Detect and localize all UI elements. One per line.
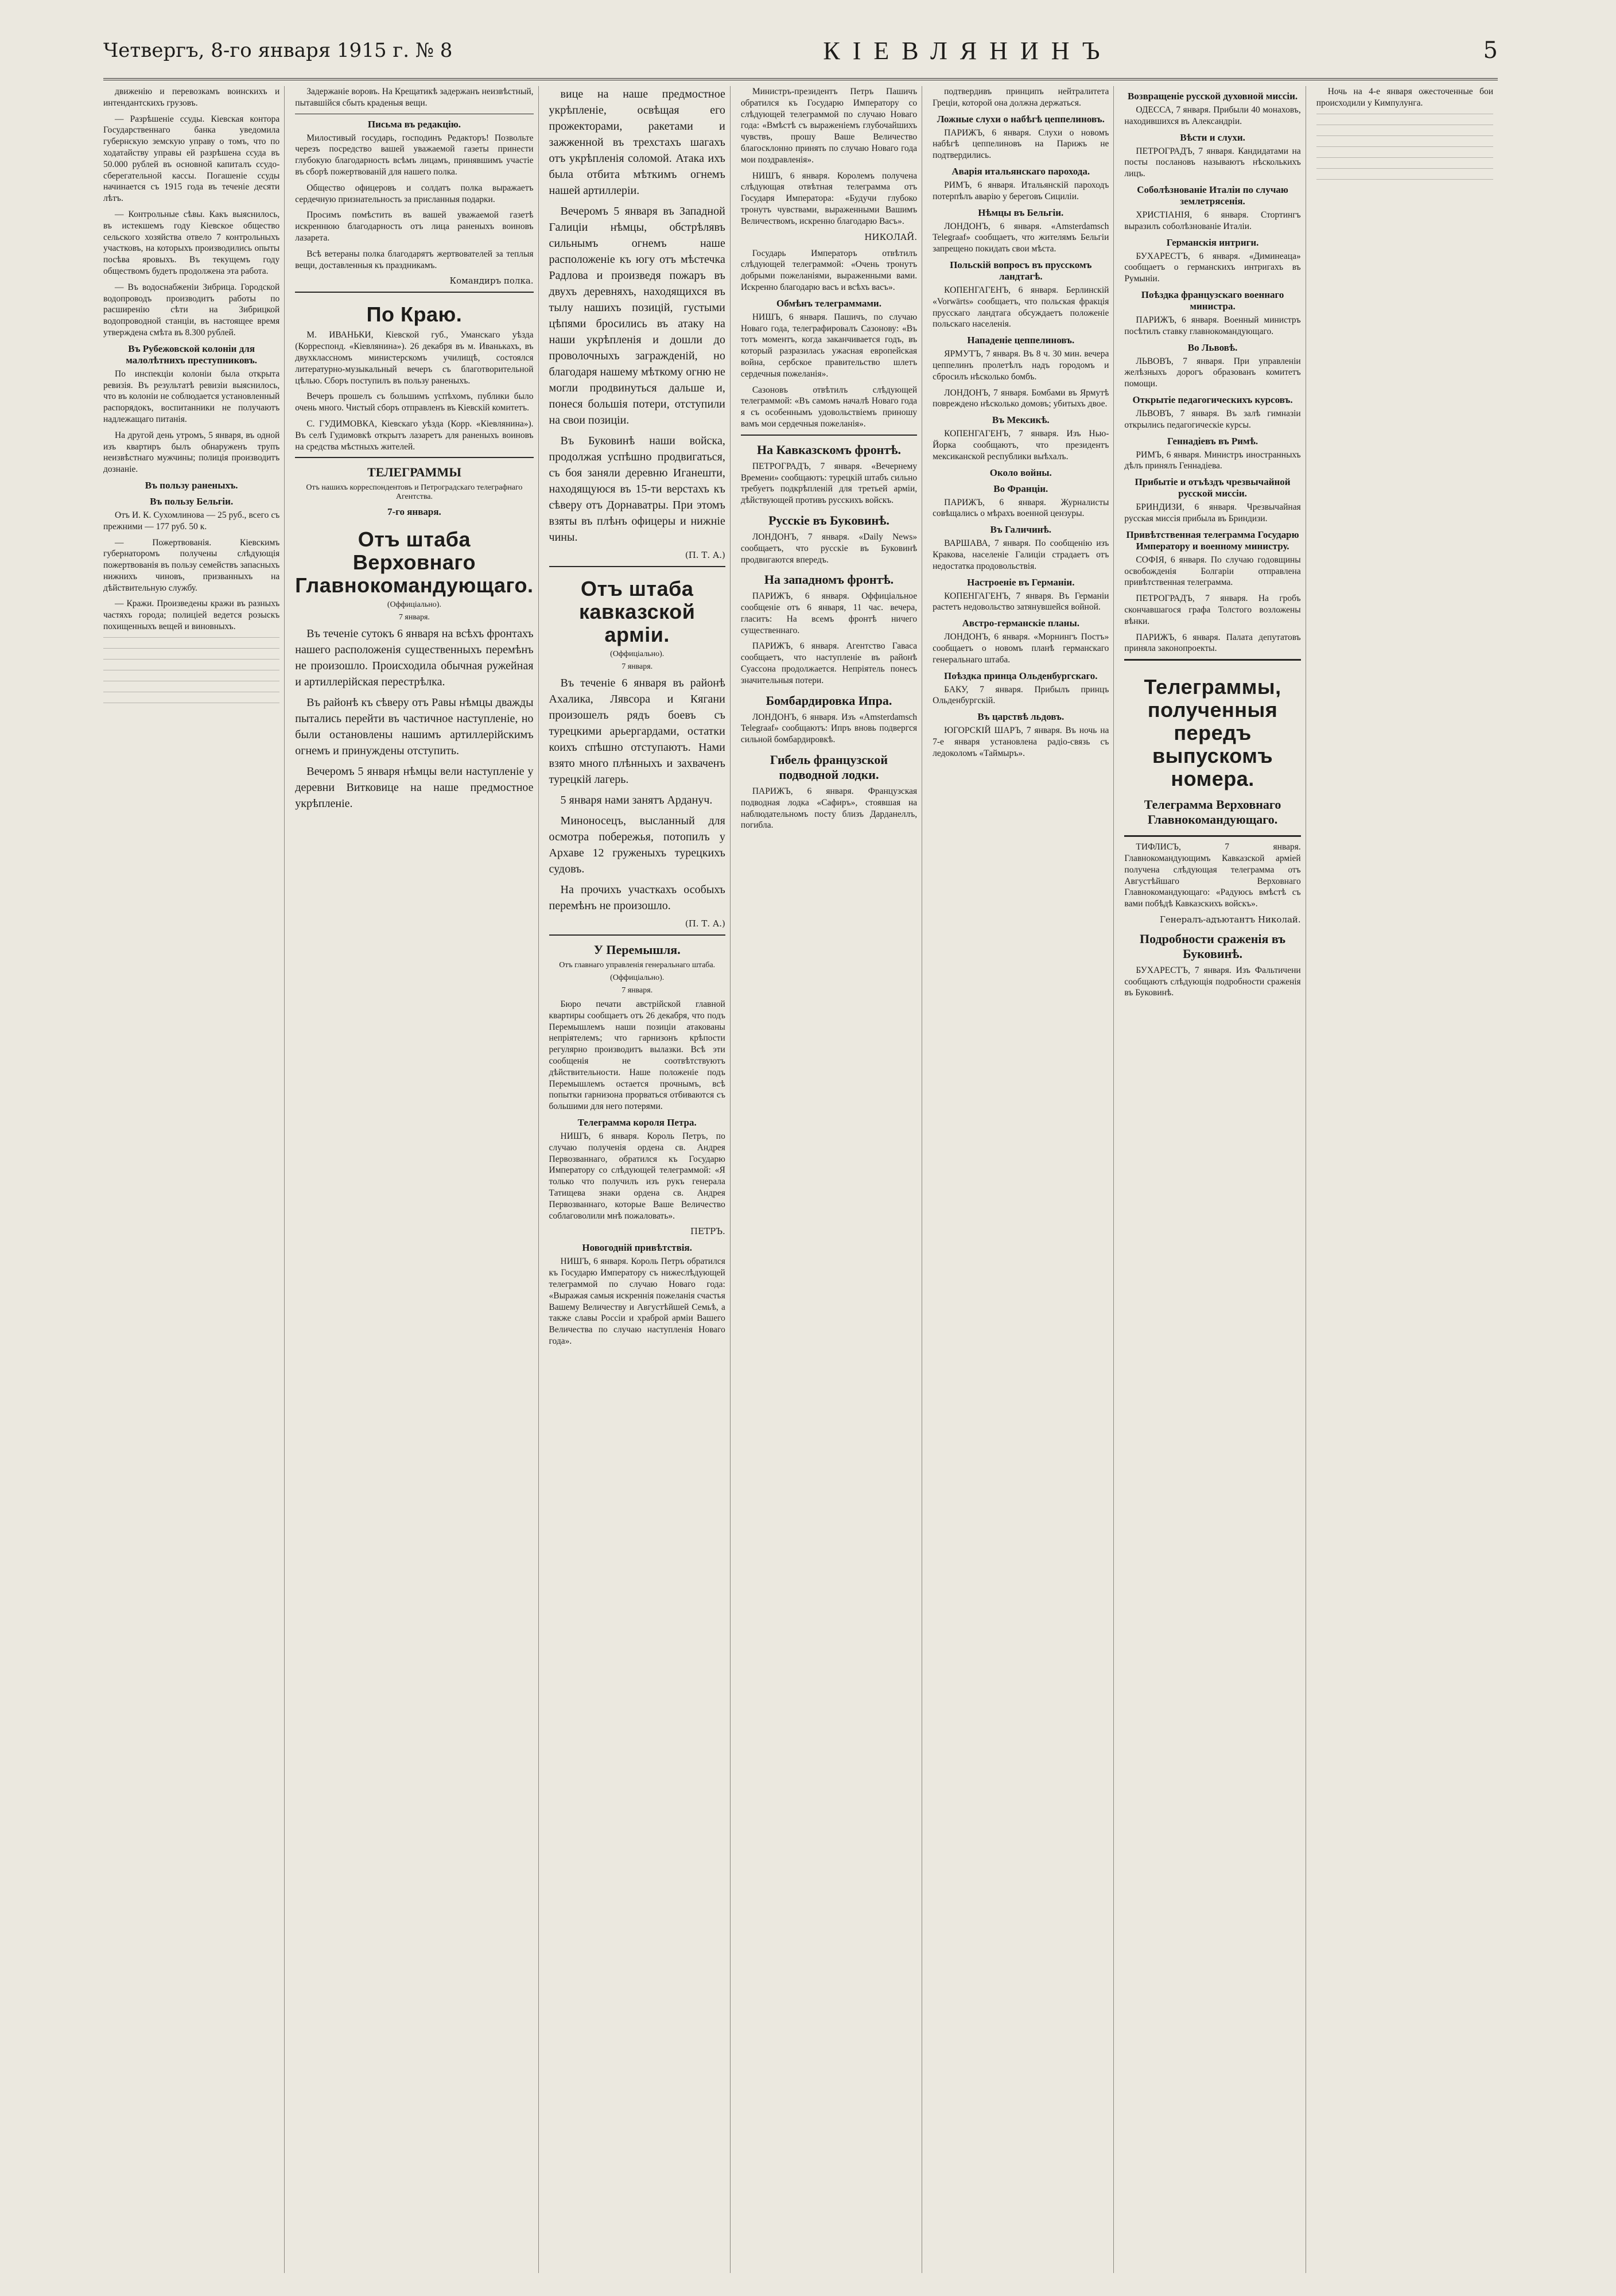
column-7 <box>1316 86 1498 2273</box>
section-heading: Привѣтственная телеграмма Государю Императору и военному министру. <box>1126 529 1299 552</box>
article-paragraph: ПЕТРОГРАДЪ, 7 января. Кандидатами на посты послановъ называютъ нѣсколькихъ лицъ. <box>1124 146 1301 179</box>
article-paragraph: ПЕТРОГРАДЪ, 7 января. На гробъ скончавшагося графа Толстого возложены вѣнки. <box>1124 594 1301 626</box>
article-paragraph: Вечеромъ 5 января въ Западной Галиціи нѣмцы, обстрѣлявъ сильнымъ огнемъ наше расположеніе къ югу отъ мѣстечка Радлова и произведя пожаръ въ двухъ деревняхъ, находящихся въ тылу нашихъ позицій, густыми цѣпями бросились въ атаку на наши укрѣпленія и дошли до проволочныхъ загражденій, но благодаря нашему мѣткому огню не могли продвинуться дальше и, понеся большія потери, отступили на свои позиціи. <box>549 205 725 426</box>
section-heading: Нападеніе цеппелиновъ. <box>967 335 1075 346</box>
section-heading: Польскій вопросъ въ прусскомъ ландтагѣ. <box>950 259 1092 282</box>
article-paragraph: ПАРИЖЪ, 6 января. Палата депутатовъ приняла законопроекты. <box>1124 632 1301 654</box>
column-5 <box>933 86 1114 2273</box>
article-paragraph: — Кражи. Произведены кражи въ разныхъ частяхъ города; полиціей ведется розыскъ похищенныхъ вещей и виновныхъ. <box>103 599 280 632</box>
signature: Генералъ-адъютантъ Николай. <box>1159 914 1301 925</box>
letter-paragraph: Общество офицеровъ и солдатъ полка выражаетъ сердечную признательность за присланныя подарки. <box>295 183 534 204</box>
article-paragraph: Миноносецъ, высланный для осмотра побережья, потопилъ у Архаве 12 груженыхъ турецкихъ судовъ. <box>549 815 725 875</box>
article-paragraph: КОПЕНГАГЕНЪ, 7 января. Въ Германіи растетъ недовольство затянувшейся войной. <box>933 591 1109 612</box>
article-paragraph: ЛЬВОВЪ, 7 января. При управленіи желѣзныхъ дорогъ образованъ комитетъ помощи. <box>1124 356 1301 389</box>
section-heading: На Кавказскомъ фронтѣ. <box>756 442 901 457</box>
section-heading: Русскіе въ Буковинѣ. <box>768 513 889 528</box>
section-heading: Въ Мексикѣ. <box>992 414 1050 426</box>
article-paragraph: Отъ И. К. Сухомлинова — 25 руб., всего съ прежними — 177 руб. 50 к. <box>103 510 280 532</box>
article-paragraph: БРИНДИЗИ, 6 января. Чрезвычайная русская миссія прибыла въ Бриндизи. <box>1124 502 1301 523</box>
article-paragraph: НИШЪ, 6 января. Король Петръ, по случаю полученія ордена св. Андрея Первозваннаго, обратился къ Государю Императору со слѣдующей телеграммой: «Я только что получилъ изъ рукъ генерала Татищева знаки ордена св. Андрея Первозваннаго, которые Ваше Величество соблаговолили мнѣ пожаловать». <box>549 1131 725 1221</box>
section-heading: Въ Галичинѣ. <box>990 524 1051 536</box>
article-paragraph: ОДЕССА, 7 января. Прибыли 40 монаховъ, находившихся въ Александріи. <box>1124 105 1301 126</box>
issue-date: Четвергъ, 8-го января 1915 г. № 8 <box>103 39 453 62</box>
article-paragraph: ЛЬВОВЪ, 7 января. Въ залѣ гимназіи открылись педагогическіе курсы. <box>1124 408 1301 430</box>
dispatch-date: 7 января. <box>621 662 653 671</box>
dispatch-date: 7 января. <box>621 986 653 995</box>
section-heading: Въ Рубежовской колоніи для малолѣтнихъ преступниковъ. <box>126 343 258 366</box>
section-heading: Новогодній привѣтствія. <box>582 1242 692 1254</box>
article-paragraph: ПЕТРОГРАДЪ, 7 января. «Вечернему Времени» сообщаютъ: турецкій штабъ сильно требуетъ подкрѣпленій для третьей арміи, дѣйствующей противъ русскихъ войскъ. <box>740 461 918 506</box>
official-label: (Оффиціально). <box>610 650 665 658</box>
divider <box>295 457 533 458</box>
section-heading: Возвращеніе русской духовной миссіи. <box>1127 91 1298 102</box>
text-continuation <box>103 637 279 706</box>
article-paragraph: КОПЕНГАГЕНЪ, 7 января. Изъ Нью-Йорка сообщаютъ, что президентъ мексиканской республики выѣхалъ. <box>933 429 1109 461</box>
telegrams-heading: ТЕЛЕГРАММЫ <box>367 465 461 480</box>
section-heading: По Краю. <box>366 302 463 327</box>
signature: (П. Т. А.) <box>685 550 725 560</box>
columns <box>103 86 1498 2273</box>
article-paragraph: СОФІЯ, 6 января. По случаю годовщины освобожденія Болгаріи отправлена привѣтственная телеграмма. <box>1124 554 1301 588</box>
section-heading: Во Франціи. <box>993 483 1048 494</box>
article-paragraph: ПАРИЖЪ, 6 января. Оффиціальное сообщеніе отъ 6 января, 11 час. вечера, гласитъ: На всемъ фронтѣ ничего существеннаго. <box>740 591 918 635</box>
article-paragraph: ПАРИЖЪ, 6 января. Французская подводная лодка «Сафиръ», стоявшая на наблюдательномъ посту близъ Дарданеллъ, погибла. <box>740 786 918 831</box>
article-paragraph: ПАРИЖЪ, 6 января. Военный министръ посѣтилъ ставку главнокомандующаго. <box>1124 315 1301 336</box>
article-paragraph: Въ теченіе 6 января въ районѣ Ахалика, Лявсора и Кягани произошелъ рядъ боевъ съ турецкими арьергардами, остатки коихъ спѣшно отступаютъ. Нами взято много плѣнныхъ и захваченъ турецкій лагерь. <box>549 677 725 786</box>
section-heading: Телеграмма Верховнаго Главнокомандующаго. <box>1144 797 1281 827</box>
article-paragraph: Въ районѣ къ сѣверу отъ Равы нѣмцы дважды пытались перейти въ частичное наступленіе, но были остановлены нашимъ артиллерійскимъ огнемъ и принуждены отступить. <box>295 696 534 758</box>
article-paragraph: РИМЪ, 6 января. Итальянскій пароходъ потерпѣлъ аварію у береговъ Сициліи. <box>933 180 1109 201</box>
official-label: (Оффиціально). <box>387 600 441 610</box>
signature: (П. Т. А.) <box>685 918 725 929</box>
dispatch-date: 7 января. <box>398 613 430 622</box>
article-paragraph: КОПЕНГАГЕНЪ, 6 января. Берлинскій «Vorwärts» сообщаетъ, что польская фракція прусскаго ландтага обсуждаетъ положеніе польскаго населенія. <box>933 285 1109 329</box>
article-paragraph: НИШЪ, 6 января. Король Петръ обратился къ Государю Императору съ нижеслѣдующей телеграммой по случаю Новаго года: «Выражая самыя искреннія пожеланія счастья Вашему Величеству и Августѣйшей Семьѣ, а также славы Россіи и храброй арміи Вашего Величества по случаю наступленія Новаго года». <box>549 1256 725 1346</box>
article-paragraph: Въ теченіе сутокъ 6 января на всѣхъ фронтахъ нашего расположенія существенныхъ перемѣнъ не произошло. Происходила обычная ружейная и артиллерійская перестрѣлка. <box>295 627 534 689</box>
article-paragraph: ЛОНДОНЪ, 7 января. Бомбами въ Ярмутѣ повреждено нѣсколько домовъ; убитыхъ двое. <box>933 387 1109 409</box>
article-paragraph: ВАРШАВА, 7 января. По сообщенію изъ Кракова, населеніе Галиціи страдаетъ отъ недостатка продовольствія. <box>933 538 1109 571</box>
article-paragraph: НИШЪ, 6 января. Королемъ получена слѣдующая отвѣтная телеграмма отъ Государя Императора: «Будучи глубоко тронутъ чувствами, выраженными Вашимъ Величествомъ, искренно благодарю Васъ». <box>740 170 918 226</box>
section-heading: Австро-германскіе планы. <box>962 618 1079 629</box>
article-paragraph: ПАРИЖЪ, 6 января. Слухи о новомъ набѣгѣ цеппелиновъ на Парижъ не подтвердились. <box>933 127 1109 161</box>
section-heading: Поѣздка принца Ольденбургскаго. <box>943 670 1098 681</box>
article-paragraph: НИШЪ, 6 января. Пашичъ, по случаю Новаго года, телеграфировалъ Сазонову: «Въ тотъ моментъ, когда заканчивается годъ, въ который разразилась ужасная европейская война, сербское правительство шлетъ сердечныя пожеланія». <box>740 312 918 379</box>
article-paragraph: Сазоновъ отвѣтилъ слѣдующей телеграммой: «Въ самомъ началѣ Новаго года я съ особеннымъ удовольствіемъ приношу вамъ мои сердечныя пожеланія». <box>740 385 918 429</box>
section-heading: Телеграммы, полученныя передъ выпускомъ номера. <box>1144 675 1281 791</box>
signature: НИКОЛАЙ. <box>864 231 918 242</box>
telegrams-date: 7-го января. <box>387 506 441 518</box>
article-paragraph: Государь Императоръ отвѣтилъ слѣдующей телеграммой: «Очень тронутъ добрыми пожеланіями, выраженными вами. Искренно благодарю васъ и всѣхъ васъ». <box>740 248 918 292</box>
article-paragraph: — Контрольные сѣвы. Какъ выяснилось, въ истекшемъ году Кіевское общество сельского хозяйства отвело 7 контрольныхъ участковъ, на которыхъ производились опыты посѣва яровыхъ. Въ текущемъ году обществомъ будетъ продолжена эта работа. <box>103 209 280 276</box>
article-paragraph: Вечеромъ 5 января нѣмцы вели наступленіе у деревни Витковице на наше предмостное укрѣпленіе. <box>295 765 534 810</box>
section-heading: Во Львовѣ. <box>1187 342 1238 353</box>
section-heading: Телеграмма короля Петра. <box>577 1116 697 1128</box>
article-paragraph: БУХАРЕСТЪ, 7 января. Изъ Фальтичени сообщаютъ слѣдующія подробности сраженія въ Буковинѣ. <box>1124 965 1301 998</box>
section-heading: Открытіе педагогическихъ курсовъ. <box>1132 394 1293 405</box>
article-paragraph: ЛОНДОНЪ, 6 января. «Amsterdamsch Telegraaf» сообщаетъ, что жителямъ Бельгіи запрещено покидать свои мѣста. <box>933 221 1109 254</box>
section-heading: Около войны. <box>989 467 1052 478</box>
article-paragraph: вице на наше предмостное укрѣпленіе, освѣщая его прожекторами, ракетами и зажженной въ трехстахъ шагахъ отъ укрѣпленія соломой. Атака ихъ была отбита мѣткимъ огнемъ нашей артиллеріи. <box>549 88 725 197</box>
letter-paragraph: Всѣ ветераны полка благодарятъ жертвователей за теплыя вещи, доставленныя къ праздникамъ. <box>295 249 534 270</box>
article-paragraph: БАКУ, 7 января. Прибылъ принцъ Ольденбургскій. <box>933 684 1109 706</box>
section-heading: Отъ штаба Верховнаго Главнокомандующаго. <box>295 528 534 598</box>
article-paragraph: ЛОНДОНЪ, 7 января. «Daily News» сообщаетъ, что русскіе въ Буковинѣ продвигаются впередъ. <box>740 532 918 565</box>
divider <box>741 435 917 436</box>
article-paragraph: С. ГУДИМОВКА, Кіевскаго уѣзда (Корр. «Кіевлянина»). Въ селѣ Гудимовкѣ открытъ лазаретъ для раненыхъ воиновъ на средства мѣстныхъ жителей. <box>295 418 534 452</box>
section-heading: Въ пользу раненыхъ. <box>145 479 238 491</box>
section-subtitle: Отъ главнаго управленія генеральнаго штаба. <box>559 961 716 969</box>
article-paragraph: ЛОНДОНЪ, 6 января. Изъ «Amsterdamsch Telegraaf» сообщаютъ: Ипръ вновь подвергся сильной бомбардировкѣ. <box>740 712 918 745</box>
section-heading: Аварія итальянскаго парохода. <box>951 165 1090 177</box>
section-heading: Настроеніе въ Германіи. <box>967 576 1075 588</box>
section-heading: Обмѣнъ телеграммами. <box>776 297 881 309</box>
page-number: 5 <box>1483 37 1498 64</box>
article-paragraph: — Пожертвованія. Кіевскимъ губернаторомъ получены слѣдующія пожертвованія въ пользу семействъ запасныхъ нижнихъ чиновъ, призванныхъ на дѣйствительную службу. <box>103 537 280 593</box>
section-heading: Гибель французской подводной лодки. <box>770 753 888 782</box>
column-6 <box>1124 86 1306 2273</box>
masthead <box>103 23 1498 80</box>
article-paragraph: М. ИВАНЬКИ, Кіевской губ., Уманскаго уѣзда (Корреспонд. «Кіевлянина»). 26 декабря въ м. Иванькахъ, въ двухклассномъ министерскомъ училищѣ, состоялся литературно-музыкальный вечеръ съ благотворительной цѣлью. Сборъ поступилъ въ пользу раненыхъ. <box>295 330 534 386</box>
article-paragraph: ТИФЛИСЪ, 7 января. Главнокомандующимъ Кавказской арміей получена слѣдующая телеграмма отъ Августѣйшаго Верховнаго Главнокомандующаго: «Радуюсь вмѣстѣ съ вами побѣдѣ Кавказскихъ войскъ». <box>1124 842 1301 909</box>
telegrams-subtitle: Отъ нашихъ корреспондентовъ и Петроградскаго телеграфнаго Агентства. <box>306 483 523 502</box>
article-paragraph: подтвердивъ принципъ нейтралитета Греціи, которой она должна держаться. <box>933 87 1109 108</box>
article-paragraph: ХРИСТІАНІЯ, 6 января. Стортингъ выразилъ соболѣзнованіе Италіи. <box>1124 210 1301 231</box>
section-heading: Подробности сраженія въ Буковинѣ. <box>1140 931 1286 961</box>
letter-paragraph: Просимъ помѣстить въ вашей уважаемой газетѣ искреннюю благодарность отъ лица раненыхъ воиновъ лазарета. <box>295 210 534 243</box>
article-paragraph: ПАРИЖЪ, 6 января. Журналисты совѣщались о мѣрахъ военной цензуры. <box>933 497 1109 519</box>
article-paragraph: ЛОНДОНЪ, 6 января. «Морнингъ Постъ» сообщаетъ о новомъ планѣ германскаго генеральнаго штаба. <box>933 632 1109 665</box>
article-paragraph: — Разрѣшеніе ссуды. Кіевская контора Государственнаго банка уведомила губернскую земскую управу о томъ, что по ходатайству управы ей разрѣшена ссуда въ 50.000 рублей въ основной капиталъ ссудо-сберегательной кассы. Погашеніе ссуды начинается съ 1915 года въ теченіе десяти лѣтъ. <box>103 114 280 204</box>
column-2 <box>295 86 538 2273</box>
article-paragraph: ПАРИЖЪ, 6 января. Агентство Гаваса сообщаетъ, что наступленіе въ районѣ Суассона продолжается. Непріятель понесъ значительныя потери. <box>740 641 918 685</box>
official-label: (Оффиціально). <box>610 974 665 982</box>
article-paragraph: 5 января нами занятъ Ардануч. <box>560 794 713 806</box>
section-heading: Бомбардировка Ипра. <box>766 693 892 708</box>
section-heading: Отъ штаба кавказской арміи. <box>579 577 696 646</box>
signature: ПЕТРЪ. <box>690 1226 725 1237</box>
section-heading: Геннадіевъ въ Римѣ. <box>1167 435 1258 447</box>
article-paragraph: На другой день утромъ, 5 января, въ одной изъ квартиръ былъ обнаруженъ трупъ неизвѣстнаго мужчины; полиція производитъ дознаніе. <box>103 430 280 475</box>
section-heading: На западномъ фронтѣ. <box>764 572 894 587</box>
divider <box>295 292 533 293</box>
article-paragraph: РИМЪ, 6 января. Министръ иностранныхъ дѣлъ принялъ Геннадіева. <box>1124 449 1301 471</box>
newspaper-title: КІЕВЛЯНИНЪ <box>823 36 1113 65</box>
article-paragraph: Министръ-президентъ Петръ Пашичъ обратился къ Государю Императору со слѣдующей телеграммой по случаю Новаго года: «Вмѣстѣ съ выраженіемъ глубочайшихъ чувствъ, прошу Ваше Величество благосклонно принять по случаю Новаго года мои поздравленія». <box>740 87 918 165</box>
section-heading: Въ царствѣ льдовъ. <box>977 711 1065 723</box>
article-paragraph: Бюро печати австрійской главной квартиры сообщаетъ отъ 26 декабря, что подъ Перемышлемъ наши позиціи атакованы непріятелемъ; что гарнизонъ крѣпости регулярно производитъ вылазки. Всѣ эти сообщенія не соотвѣтствуютъ дѣйствительности. Наше положеніе подъ Перемышлемъ остается прочнымъ, всѣ попытки гарнизона прорваться отбиваются съ большими для него потерями. <box>549 999 725 1112</box>
section-heading: Нѣмцы въ Бельгіи. <box>978 207 1064 218</box>
column-3 <box>549 86 731 2273</box>
column-4 <box>741 86 922 2273</box>
article-paragraph: Ночь на 4-е января ожесточенные бои происходили у Кимпулунга. <box>1316 87 1493 108</box>
section-heading: Соболѣзнованіе Италіи по случаю землетрясенія. <box>1137 184 1288 207</box>
article-paragraph: ЮГОРСКІЙ ШАРЪ, 7 января. Въ ночь на 7-е января установлена радіо-связь съ ледоколомъ «Таймыръ». <box>933 726 1109 758</box>
article-paragraph: Въ Буковинѣ наши войска, продолжая успѣшно продвигаться, съ боя заняли деревню Иганешти, находящуюся въ 15-ти верстахъ къ сѣверу отъ Дорнаватры. При этомъ взяты въ плѣнъ офицеры и нижніе чины. <box>549 435 725 544</box>
article-paragraph: БУХАРЕСТЪ, 6 января. «Диминеаца» сообщаетъ о германскихъ интригахъ въ Румыніи. <box>1124 251 1301 284</box>
article-paragraph: Вечеръ прошелъ съ большимъ успѣхомъ, публики было очень много. Чистый сборъ отправленъ въ Кіевскій комитетъ. <box>295 391 534 413</box>
column-1 <box>103 86 285 2273</box>
section-heading: Письма въ редакцію. <box>367 118 461 130</box>
section-heading: Въ пользу Бельгіи. <box>150 495 234 507</box>
section-heading: Поѣздка французскаго военнаго министра. <box>1141 289 1284 312</box>
article-paragraph: На прочихъ участкахъ особыхъ перемѣнъ не произошло. <box>549 883 725 912</box>
section-heading: Прибытіе и отъѣздъ чрезвычайной русской миссіи. <box>1135 476 1291 499</box>
section-heading: Ложные слухи о набѣгѣ цеппелиновъ. <box>937 113 1105 125</box>
divider <box>549 566 725 567</box>
section-heading: Германскія интриги. <box>1166 236 1259 248</box>
section-heading: У Перемышля. <box>593 943 681 957</box>
article-paragraph: Задержаніе воровъ. На Крещатикѣ задержанъ неизвѣстный, пытавшійся сбыть краденыя вещи. <box>295 87 534 108</box>
late-telegrams-frame <box>1124 659 1300 837</box>
article-paragraph: — Въ водоснабженіи Зибрица. Городской водопроводъ производитъ работы по расширенію сѣти на Зибрицкой водопроводной станціи, въ настоящее время утверждена смѣта въ 8.300 рублей. <box>103 282 280 338</box>
text-continuation <box>1316 114 1493 183</box>
article-paragraph: ЯРМУТЪ, 7 января. Въ 8 ч. 30 мин. вечера цеппелинъ пролетѣлъ надъ городомъ и сбросилъ нѣсколько бомбъ. <box>933 349 1109 382</box>
section-heading: Вѣсти и слухи. <box>1180 131 1245 143</box>
letter-paragraph: Милостивый государь, господинъ Редакторъ! Позвольте черезъ посредство вашей уважаемой газеты принести глубокую благодарность всѣмъ лицамъ, принявшимъ участіе въ сборѣ пожертвованій для нашего полка. <box>295 133 534 177</box>
signature: Командиръ полка. <box>449 276 534 286</box>
divider <box>549 934 725 936</box>
article-paragraph: По инспекціи колоніи была открыта ревизія. Въ результатѣ ревизіи выяснилось, что въ колоніи не соблюдается установленный распорядокъ, воспитанники не получаютъ надлежащаго питанія. <box>103 369 280 424</box>
article-paragraph: движенію и перевозкамъ воинскихъ и интендантскихъ грузовъ. <box>103 87 280 108</box>
